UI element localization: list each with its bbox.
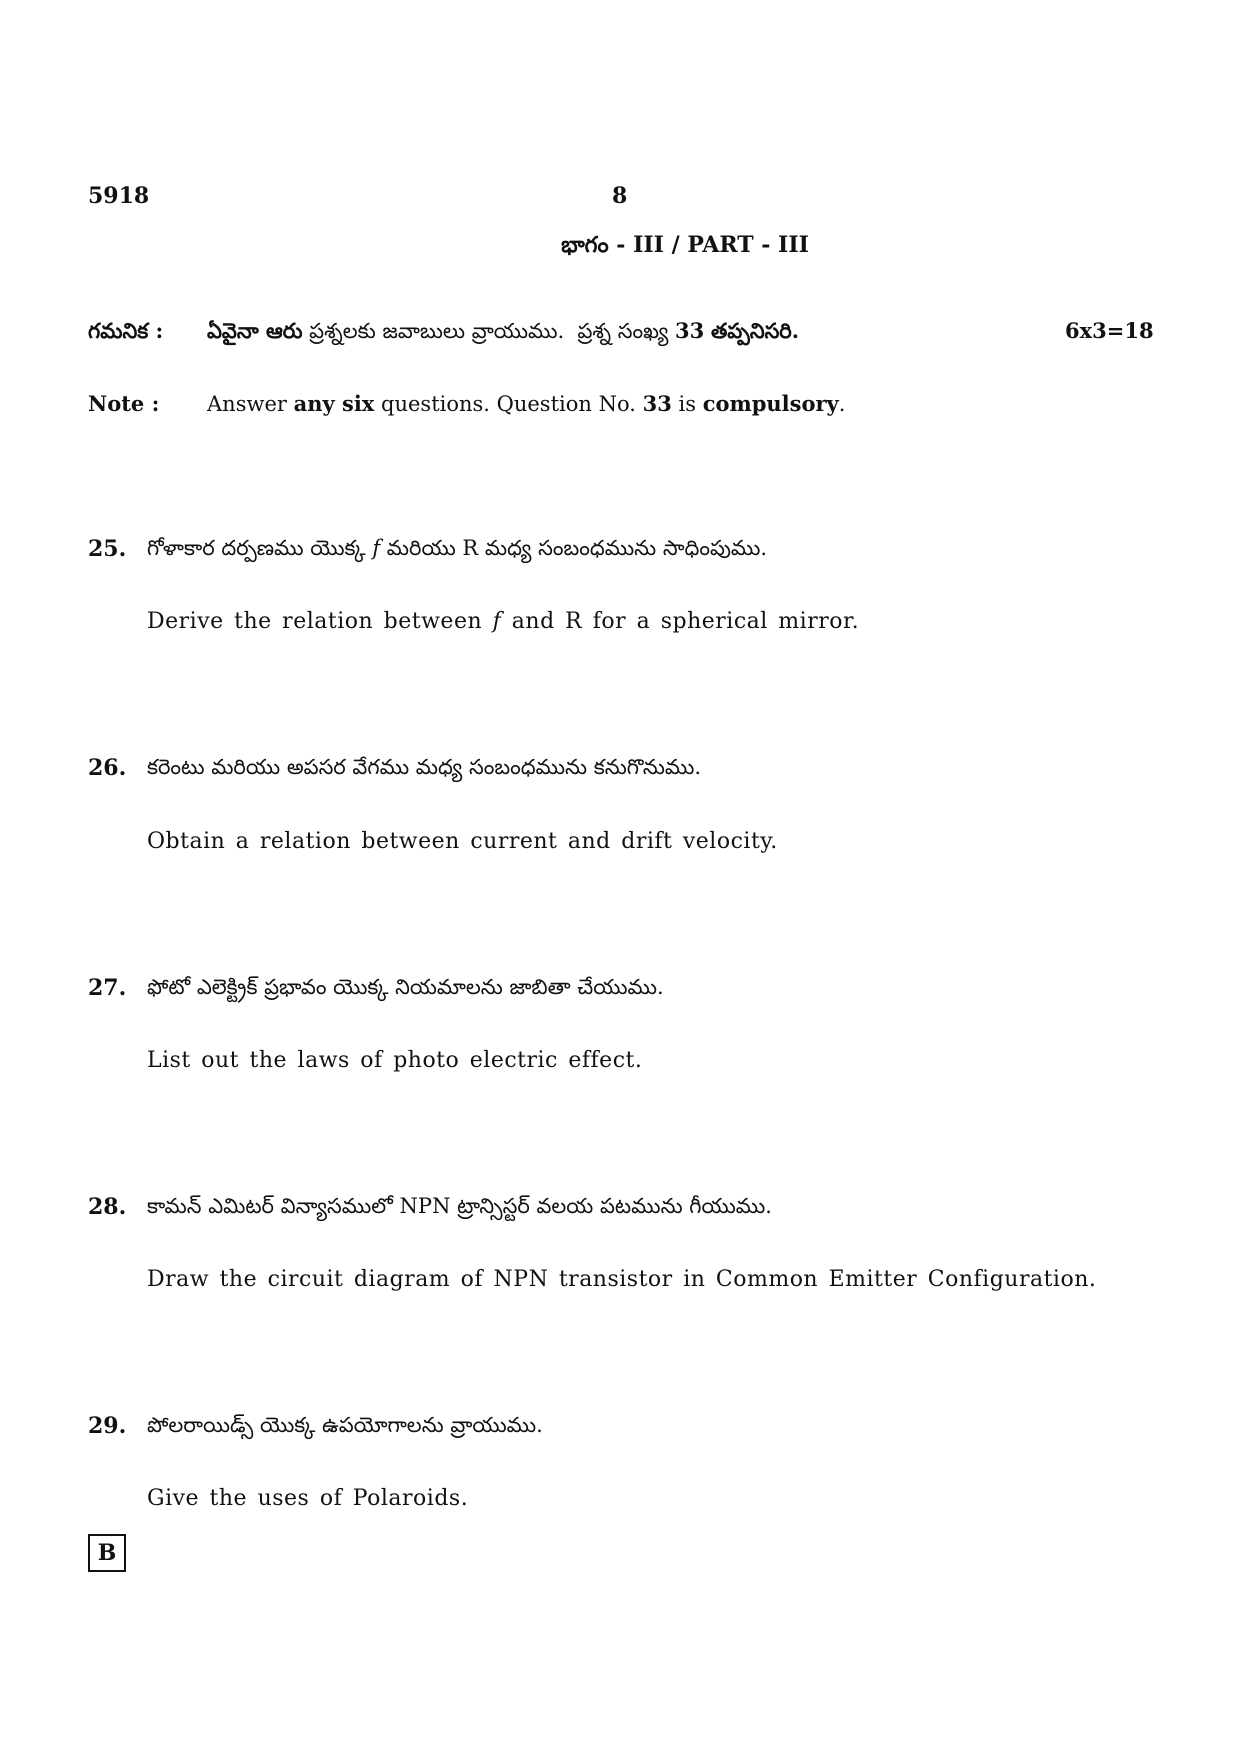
note-p3: questions. Question No. bbox=[381, 392, 636, 416]
telugu-note-tail: తప్పనిసరి. bbox=[710, 318, 800, 343]
telugu-note-lead: ఏవైనా ఆరు bbox=[207, 318, 303, 343]
paper-code: 5918 bbox=[88, 183, 150, 209]
part-heading-en: III / PART - III bbox=[633, 232, 809, 258]
question-25-english bbox=[147, 609, 859, 634]
question-number-26: 26. bbox=[88, 755, 127, 781]
question-25-te-f: f bbox=[372, 536, 381, 560]
question-29-english: Give the uses of Polaroids. bbox=[147, 1486, 469, 1511]
marks-scheme: 6x3=18 bbox=[1065, 318, 1154, 343]
question-26-english: Obtain a relation between current and drift velocity. bbox=[147, 829, 778, 854]
telugu-note-mid: ప్రశ్నలకు జవాబులు వ్రాయుము. bbox=[309, 319, 565, 343]
question-25-te-b: మరియు R మధ్య సంబంధమును సాధింపుము. bbox=[386, 536, 768, 560]
note-p4: 33 bbox=[642, 391, 672, 416]
question-26-telugu: కరెంటు మరియు అపసర వేగము మధ్య సంబంధమును కనుగొనుము. bbox=[147, 755, 702, 779]
question-25-en-f: f bbox=[492, 609, 502, 634]
question-27-english: List out the laws of photo electric effect. bbox=[147, 1048, 643, 1073]
question-number-29: 29. bbox=[88, 1413, 127, 1439]
question-25-te-a: గోళాకార దర్పణము యొక్క bbox=[147, 536, 366, 560]
note-p6: compulsory bbox=[702, 391, 839, 416]
question-number-27: 27. bbox=[88, 975, 127, 1001]
question-29-telugu: పోలరాయిడ్స్ యొక్క ఉపయోగాలను వ్రాయుము. bbox=[147, 1413, 543, 1437]
question-number-28: 28. bbox=[88, 1194, 127, 1220]
telugu-note-label: గమనిక : bbox=[88, 318, 164, 343]
question-27-telugu: ఫోటో ఎలెక్ట్రిక్ ప్రభావం యొక్క నియమాలను జాబితా చేయుము. bbox=[147, 975, 664, 999]
question-number-25: 25. bbox=[88, 536, 127, 562]
note-p7: . bbox=[838, 392, 846, 416]
note-text bbox=[207, 391, 845, 416]
note-p1: Answer bbox=[207, 392, 287, 416]
question-28-english: Draw the circuit diagram of NPN transistor in Common Emitter Configuration. bbox=[147, 1267, 1097, 1292]
telugu-note-text bbox=[207, 318, 799, 349]
telugu-note-q: ప్రశ్న సంఖ్య bbox=[577, 319, 669, 343]
question-28-telugu: కామన్ ఎమిటర్ విన్యాసములో NPN ట్రాన్సిస్టర్ వలయ పటమును గీయుము. bbox=[147, 1194, 772, 1218]
question-25-telugu bbox=[147, 536, 767, 566]
note-label: Note : bbox=[88, 391, 160, 416]
question-25-en-a: Derive the relation between bbox=[147, 609, 483, 634]
note-p5: is bbox=[678, 392, 697, 416]
part-heading-te: భాగం bbox=[561, 232, 609, 258]
note-p2: any six bbox=[293, 391, 375, 416]
part-heading: భాగం - III / PART - III bbox=[561, 232, 809, 258]
page-number: 8 bbox=[612, 183, 628, 209]
question-25-en-b: and R for a spherical mirror. bbox=[511, 609, 860, 634]
booklet-series-box: B bbox=[88, 1534, 126, 1572]
telugu-note-num: 33 bbox=[675, 318, 705, 343]
